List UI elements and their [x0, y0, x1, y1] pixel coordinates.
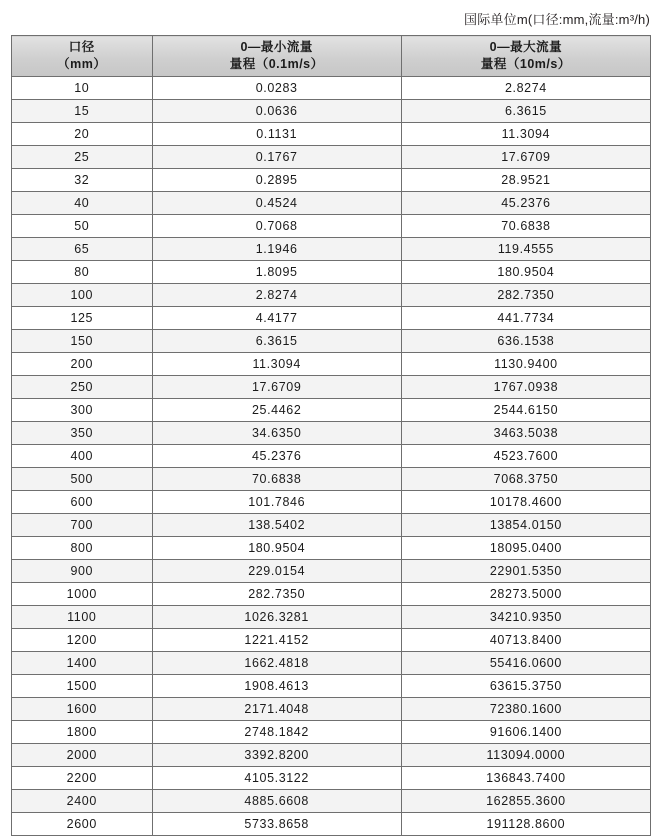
cell-max-flow: 28.9521: [401, 169, 650, 192]
table-body: [12, 77, 651, 836]
cell-size: 250: [12, 376, 153, 399]
cell-max-flow: 91606.1400: [401, 721, 650, 744]
header-max-line1: 0—最大流量: [489, 40, 563, 55]
cell-max-flow: 70.6838: [401, 215, 650, 238]
cell-min-flow: 282.7350: [152, 583, 401, 606]
cell-size: 100: [12, 284, 153, 307]
cell-size: 50: [12, 215, 153, 238]
header-size-line2: （mm）: [57, 57, 107, 71]
table-row: [12, 514, 651, 537]
cell-max-flow: 17.6709: [401, 146, 650, 169]
cell-max-flow: 2.8274: [401, 77, 650, 100]
header-min-line2: 量程（0.1m/s）: [229, 57, 324, 71]
cell-max-flow: 13854.0150: [401, 514, 650, 537]
cell-size: 1200: [12, 629, 153, 652]
cell-min-flow: 45.2376: [152, 445, 401, 468]
table-row: [12, 353, 651, 376]
cell-max-flow: 441.7734: [401, 307, 650, 330]
cell-max-flow: 10178.4600: [401, 491, 650, 514]
table-row: [12, 261, 651, 284]
cell-min-flow: 25.4462: [152, 399, 401, 422]
cell-min-flow: 229.0154: [152, 560, 401, 583]
cell-size: 10: [12, 77, 153, 100]
cell-min-flow: 0.4524: [152, 192, 401, 215]
cell-size: 1600: [12, 698, 153, 721]
cell-size: 600: [12, 491, 153, 514]
cell-size: 32: [12, 169, 153, 192]
unit-note: 国际单位m(口径:mm,流量:m³/h): [464, 12, 650, 27]
table-row: [12, 192, 651, 215]
cell-size: 350: [12, 422, 153, 445]
cell-max-flow: 34210.9350: [401, 606, 650, 629]
cell-size: 1100: [12, 606, 153, 629]
cell-max-flow: 3463.5038: [401, 422, 650, 445]
cell-max-flow: 119.4555: [401, 238, 650, 261]
cell-size: 1400: [12, 652, 153, 675]
table-row: [12, 560, 651, 583]
cell-min-flow: 2171.4048: [152, 698, 401, 721]
header-cell-size: [12, 36, 153, 77]
header-min-line1: 0—最小流量: [240, 40, 313, 55]
table-row: [12, 169, 651, 192]
cell-min-flow: 0.0283: [152, 77, 401, 100]
table-row: [12, 744, 651, 767]
cell-size: 20: [12, 123, 153, 146]
table-row: [12, 100, 651, 123]
cell-size: 900: [12, 560, 153, 583]
cell-size: 2400: [12, 790, 153, 813]
cell-max-flow: 55416.0600: [401, 652, 650, 675]
table-row: [12, 721, 651, 744]
header-max-line2: 量程（10m/s）: [480, 57, 571, 71]
cell-min-flow: 0.0636: [152, 100, 401, 123]
cell-size: 2000: [12, 744, 153, 767]
cell-size: 25: [12, 146, 153, 169]
table-row: [12, 146, 651, 169]
cell-size: 400: [12, 445, 153, 468]
cell-min-flow: 1026.3281: [152, 606, 401, 629]
cell-max-flow: 1130.9400: [401, 353, 650, 376]
table-header: [12, 36, 651, 77]
table-row: [12, 307, 651, 330]
cell-size: 800: [12, 537, 153, 560]
cell-max-flow: 6.3615: [401, 100, 650, 123]
cell-max-flow: 72380.1600: [401, 698, 650, 721]
table-row: [12, 468, 651, 491]
table-row: [12, 77, 651, 100]
cell-size: 700: [12, 514, 153, 537]
table-row: [12, 376, 651, 399]
table-row: [12, 284, 651, 307]
cell-max-flow: 162855.3600: [401, 790, 650, 813]
cell-min-flow: 1.8095: [152, 261, 401, 284]
cell-max-flow: 180.9504: [401, 261, 650, 284]
cell-max-flow: 2544.6150: [401, 399, 650, 422]
header-row: [12, 36, 651, 77]
cell-max-flow: 282.7350: [401, 284, 650, 307]
cell-max-flow: 45.2376: [401, 192, 650, 215]
cell-max-flow: 636.1538: [401, 330, 650, 353]
cell-max-flow: 63615.3750: [401, 675, 650, 698]
cell-max-flow: 22901.5350: [401, 560, 650, 583]
cell-size: 40: [12, 192, 153, 215]
cell-min-flow: 4885.6608: [152, 790, 401, 813]
table-row: [12, 767, 651, 790]
cell-min-flow: 4105.3122: [152, 767, 401, 790]
header-cell-min-flow: [152, 36, 401, 77]
table-row: [12, 790, 651, 813]
table-row: [12, 330, 651, 353]
cell-min-flow: 138.5402: [152, 514, 401, 537]
cell-size: 65: [12, 238, 153, 261]
cell-min-flow: 0.7068: [152, 215, 401, 238]
cell-min-flow: 6.3615: [152, 330, 401, 353]
cell-size: 1800: [12, 721, 153, 744]
cell-min-flow: 1662.4818: [152, 652, 401, 675]
table-row: [12, 215, 651, 238]
cell-max-flow: 11.3094: [401, 123, 650, 146]
cell-min-flow: 11.3094: [152, 353, 401, 376]
table-row: [12, 123, 651, 146]
cell-size: 2200: [12, 767, 153, 790]
table-row: [12, 445, 651, 468]
cell-max-flow: 191128.8600: [401, 813, 650, 836]
cell-size: 300: [12, 399, 153, 422]
cell-size: 125: [12, 307, 153, 330]
cell-max-flow: 40713.8400: [401, 629, 650, 652]
cell-min-flow: 2748.1842: [152, 721, 401, 744]
table-row: [12, 606, 651, 629]
flow-range-table: [11, 35, 651, 836]
cell-max-flow: 113094.0000: [401, 744, 650, 767]
cell-size: 15: [12, 100, 153, 123]
cell-min-flow: 3392.8200: [152, 744, 401, 767]
header-cell-max-flow: [401, 36, 650, 77]
cell-min-flow: 0.2895: [152, 169, 401, 192]
table-row: [12, 537, 651, 560]
cell-min-flow: 17.6709: [152, 376, 401, 399]
cell-max-flow: 136843.7400: [401, 767, 650, 790]
header-size-line1: 口径: [68, 40, 95, 55]
table-row: [12, 399, 651, 422]
cell-min-flow: 1908.4613: [152, 675, 401, 698]
cell-min-flow: 70.6838: [152, 468, 401, 491]
cell-max-flow: 1767.0938: [401, 376, 650, 399]
cell-min-flow: 34.6350: [152, 422, 401, 445]
cell-size: 80: [12, 261, 153, 284]
table-row: [12, 629, 651, 652]
table-row: [12, 491, 651, 514]
cell-size: 1500: [12, 675, 153, 698]
table-row: [12, 583, 651, 606]
cell-min-flow: 2.8274: [152, 284, 401, 307]
cell-max-flow: 7068.3750: [401, 468, 650, 491]
cell-min-flow: 4.4177: [152, 307, 401, 330]
cell-max-flow: 18095.0400: [401, 537, 650, 560]
cell-min-flow: 1221.4152: [152, 629, 401, 652]
table-row: [12, 813, 651, 836]
table-row: [12, 675, 651, 698]
cell-size: 150: [12, 330, 153, 353]
cell-max-flow: 28273.5000: [401, 583, 650, 606]
cell-min-flow: 1.1946: [152, 238, 401, 261]
cell-min-flow: 101.7846: [152, 491, 401, 514]
table-row: [12, 422, 651, 445]
cell-min-flow: 5733.8658: [152, 813, 401, 836]
cell-min-flow: 0.1131: [152, 123, 401, 146]
table-row: [12, 698, 651, 721]
table-row: [12, 238, 651, 261]
cell-size: 1000: [12, 583, 153, 606]
cell-max-flow: 4523.7600: [401, 445, 650, 468]
cell-size: 2600: [12, 813, 153, 836]
cell-size: 500: [12, 468, 153, 491]
table-row: [12, 652, 651, 675]
cell-min-flow: 0.1767: [152, 146, 401, 169]
cell-size: 200: [12, 353, 153, 376]
cell-min-flow: 180.9504: [152, 537, 401, 560]
